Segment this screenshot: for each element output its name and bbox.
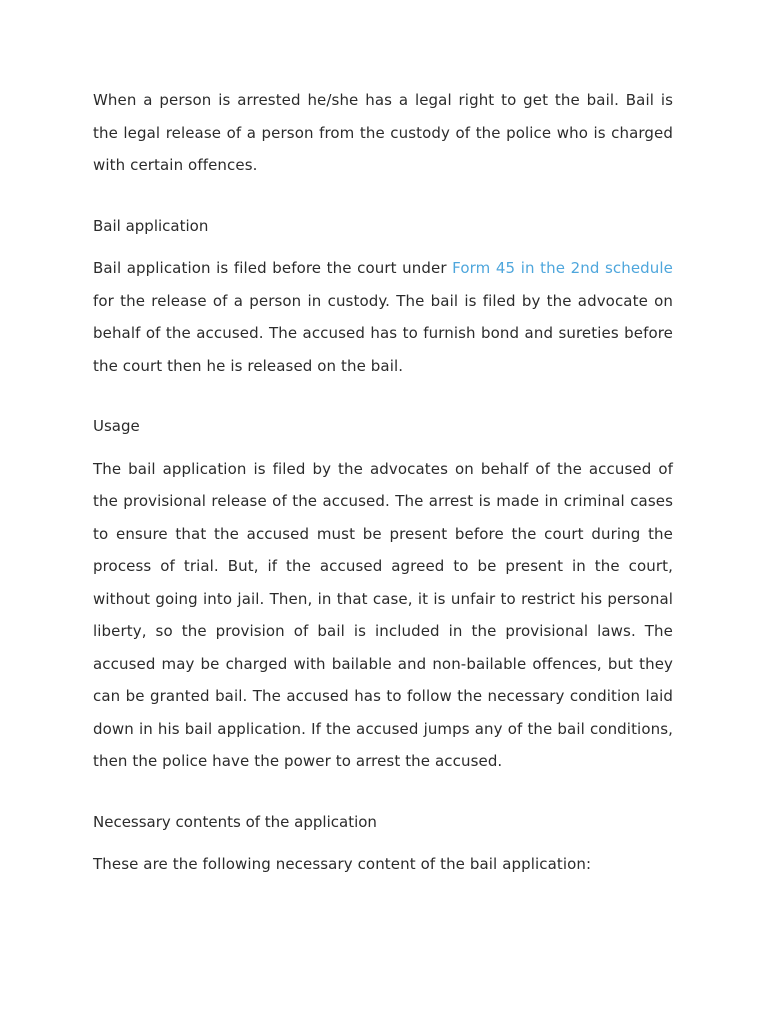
usage-paragraph: The bail application is filed by the advocates on behalf of the accused of the provisional release of the accused. The arrest is made in criminal cases to ensure that the accused must be present before the court during the process of trial. But, if the accused agreed to be present in the court, without going into jail. Then, in that case, it is unfair to restrict his personal liberty, so the provision of bail is included in the provisional laws. The accused may be charged with bailable and non-bailable offences, but they can be granted bail. The accused has to follow the necessary condition laid down in his bail application. If the accused jumps any of the bail conditions, then the police have the power to arrest the accused. [93,459,673,770]
bail-application-text-end: for the release of a person in custody. The bail is filed by the advocate on behalf of the accused. The accused has to furnish bond and sureties before the court then he is released on the bail. [93,291,673,375]
intro-paragraph: When a person is arrested he/she has a legal right to get the bail. Bail is the legal release of a person from the custody of the police who is charged with certain offences. [93,91,673,174]
spacer [93,443,673,453]
spacer [93,242,673,252]
bail-application-text-start: Bail application is filed before the court under [93,259,453,277]
spacer [93,838,673,848]
spacer [93,382,673,410]
section-heading-usage: Usage [93,417,140,435]
section-heading-bail-application: Bail application [93,216,209,235]
bail-application-paragraph [93,252,673,382]
spacer [93,778,673,806]
document-body [93,84,673,881]
spacer [93,182,673,210]
contents-paragraph: These are the following necessary content of the bail application: [93,855,592,873]
section-heading-necessary-contents: Necessary contents of the application [93,812,377,831]
form-45-link[interactable]: Form 45 in the 2nd schedule [452,259,673,277]
